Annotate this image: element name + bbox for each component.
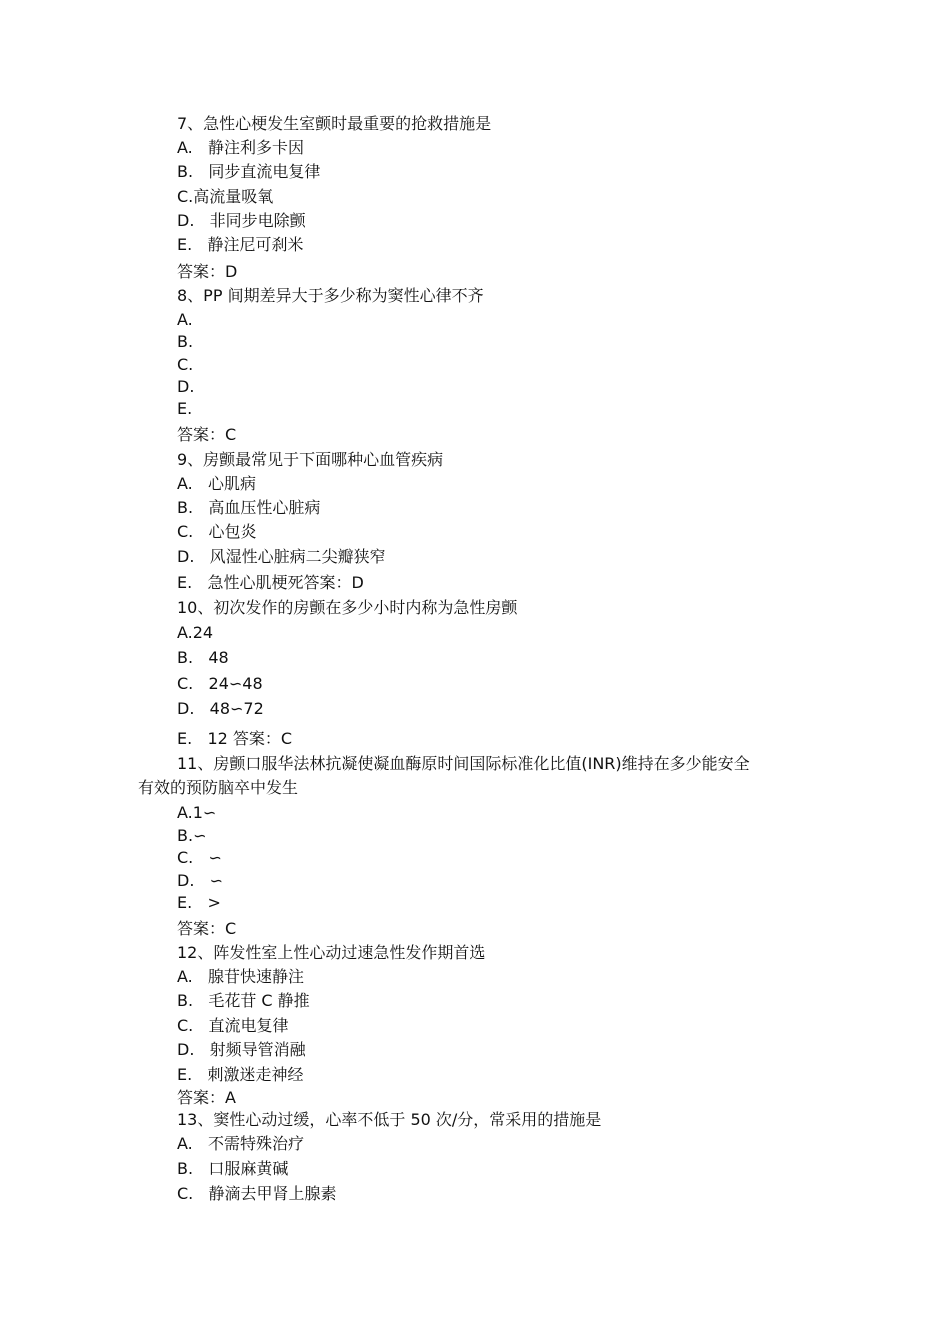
option-c: C. 心包炎 [177, 522, 257, 541]
option-c: C. [177, 355, 194, 374]
option-d: D. 48∽72 [177, 699, 264, 718]
option-b: B. 同步直流电复律 [177, 162, 321, 181]
option-c: C. 直流电复律 [177, 1016, 289, 1035]
option-c: C. ∽ [177, 848, 222, 867]
option-a: A.24 [177, 623, 214, 642]
option-a: A. 腺苷快速静注 [177, 967, 305, 986]
question-7: 7、急性心梗发生室颤时最重要的抢救措施是 [177, 114, 492, 133]
option-a: A.1∽ [177, 803, 217, 822]
option-c: C.高流量吸氧 [177, 187, 274, 206]
question-10: 10、初次发作的房颤在多少小时内称为急性房颤 [177, 598, 518, 617]
option-e: E. 静注尼可刹米 [177, 235, 304, 254]
answer: 答案：C [177, 425, 237, 444]
option-a: A. [177, 310, 193, 329]
answer: 答案：A [177, 1088, 236, 1107]
question-12: 12、阵发性室上性心动过速急性发作期首选 [177, 943, 486, 962]
option-e: E. 急性心肌梗死答案：D [177, 573, 364, 592]
option-e: E. 刺激迷走神经 [177, 1065, 304, 1084]
question-11-continued: 有效的预防脑卒中发生 [138, 778, 299, 797]
option-e: E. 12 答案：C [177, 729, 293, 748]
option-e: E. > [177, 893, 221, 912]
question-13: 13、窦性心动过缓，心率不低于 50 次/分，常采用的措施是 [177, 1110, 602, 1129]
option-d: D. [177, 377, 195, 396]
option-b: B.∽ [177, 826, 207, 845]
option-d: D. 风湿性心脏病二尖瓣狭窄 [177, 547, 386, 566]
question-8: 8、PP 间期差异大于多少称为窦性心律不齐 [177, 286, 484, 305]
option-d: D. ∽ [177, 871, 224, 890]
answer: 答案：D [177, 262, 238, 281]
option-b: B. 48 [177, 648, 229, 667]
option-b: B. 高血压性心脏病 [177, 498, 321, 517]
option-d: D. 射频导管消融 [177, 1040, 306, 1059]
option-b: B. [177, 332, 194, 351]
option-a: A. 心肌病 [177, 474, 257, 493]
answer: 答案：C [177, 919, 237, 938]
question-11: 11、房颤口服华法林抗凝使凝血酶原时间国际标准化比值(INR)维持在多少能安全 [177, 754, 750, 773]
option-a: A. 不需特殊治疗 [177, 1134, 305, 1153]
question-9: 9、房颤最常见于下面哪种心血管疾病 [177, 450, 444, 469]
option-d: D. 非同步电除颤 [177, 211, 306, 230]
option-b: B. 毛花苷 C 静推 [177, 991, 310, 1010]
option-b: B. 口服麻黄碱 [177, 1159, 289, 1178]
option-c: C. 24∽48 [177, 674, 263, 693]
option-a: A. 静注利多卡因 [177, 138, 305, 157]
option-c: C. 静滴去甲肾上腺素 [177, 1184, 337, 1203]
option-e: E. [177, 399, 193, 418]
